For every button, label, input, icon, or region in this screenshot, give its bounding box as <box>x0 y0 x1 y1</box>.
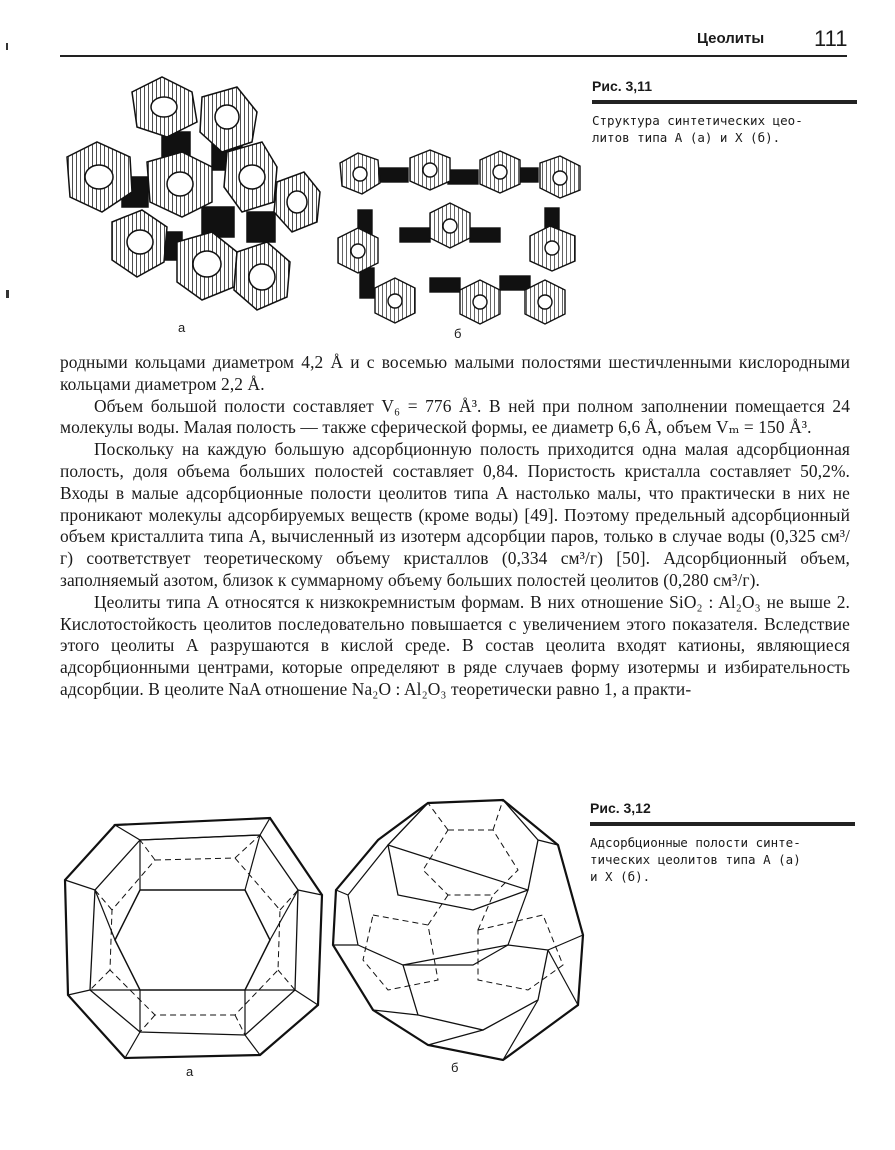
paragraph-1: родными кольцами диаметром 4,2 Å и с восемью малыми полостями шестичленными кислородными кольцами диаметром 2,2 Å. <box>60 352 850 394</box>
paragraph-4: Цеолиты типа А относятся к низкокремнистым формам. В них отношение SiO₂ : Al₂O₃ не выше 2. Кислотостойкость цеолитов последовательно повышается с увеличением этого показателя. Вследствие этого цеолиты А разрушаются в кислой среде. В состав цеолита входят катионы, являющиеся адсорбционными центрами, которые определяют в ряде случаев форму изотермы и избирательность адсорбции. В цеолите NaA отношение Na₂O : Al₂O₃ теоретически равно 1, а практи- <box>60 591 850 699</box>
margin-mark <box>6 43 8 50</box>
figure-3-12b-sublabel: б <box>451 1060 459 1075</box>
figure-3-11a-sublabel: а <box>178 320 186 335</box>
figure-3-11a-illustration <box>52 72 322 327</box>
paragraph-3: Поскольку на каждую большую адсорбционную полость приходится одна малая адсорбционная полость, доля объема больших полостей составляет 0,84. Пористость кристалла составляет 50,2%. Входы в малые адсорбционные полости цеолитов типа А настолько малы, что практически в них не проникают молекулы адсорбируемых веществ (кроме воды) [49]. Поэтому предельный адсорбционный объем кристаллита типа А, вычисленный из изотерм адсорбции паров, только в случае воды (0,325 см³/г) соответствует теоретическому объему кристаллов (0,334 см³/г) [50]. Адсорбционный объем, заполняемый азотом, близок к суммарному объему больших полостей цеолитов (0,280 см³/г). <box>60 439 850 590</box>
figure-3-11-caption: Структура синтетических цео- литов типа А (а) и X (б). <box>592 113 803 145</box>
paragraph-2: Объем большой полости составляет V₆ = 776 Å³. В ней при полном заполнении помещается 24 молекулы воды. Малая полость — также сферической формы, ее диаметр 6,6 Å, объем Vₘ = 150 Å³. <box>60 395 850 438</box>
figure-3-12-label: Рис. 3,12 <box>590 800 855 826</box>
figure-3-11b-illustration <box>330 148 585 328</box>
running-header-title: Цеолиты <box>697 30 765 47</box>
figure-3-11-label: Рис. 3,11 <box>592 78 857 104</box>
figure-3-11b-sublabel: б <box>454 326 462 341</box>
margin-mark <box>6 290 9 298</box>
figure-3-12b-illustration <box>328 795 593 1065</box>
header-rule <box>60 55 847 57</box>
figure-3-12a-illustration <box>60 800 330 1065</box>
body-text <box>60 352 850 701</box>
figure-3-12-caption-block <box>590 800 855 885</box>
figure-3-11-caption-block <box>592 78 857 146</box>
figure-3-12a-sublabel: а <box>186 1064 194 1079</box>
page-number: 111 <box>814 26 848 51</box>
figure-3-12-caption: Адсорбционные полости синте- тических цеолитов типа А (а) и X (б). <box>590 835 801 884</box>
